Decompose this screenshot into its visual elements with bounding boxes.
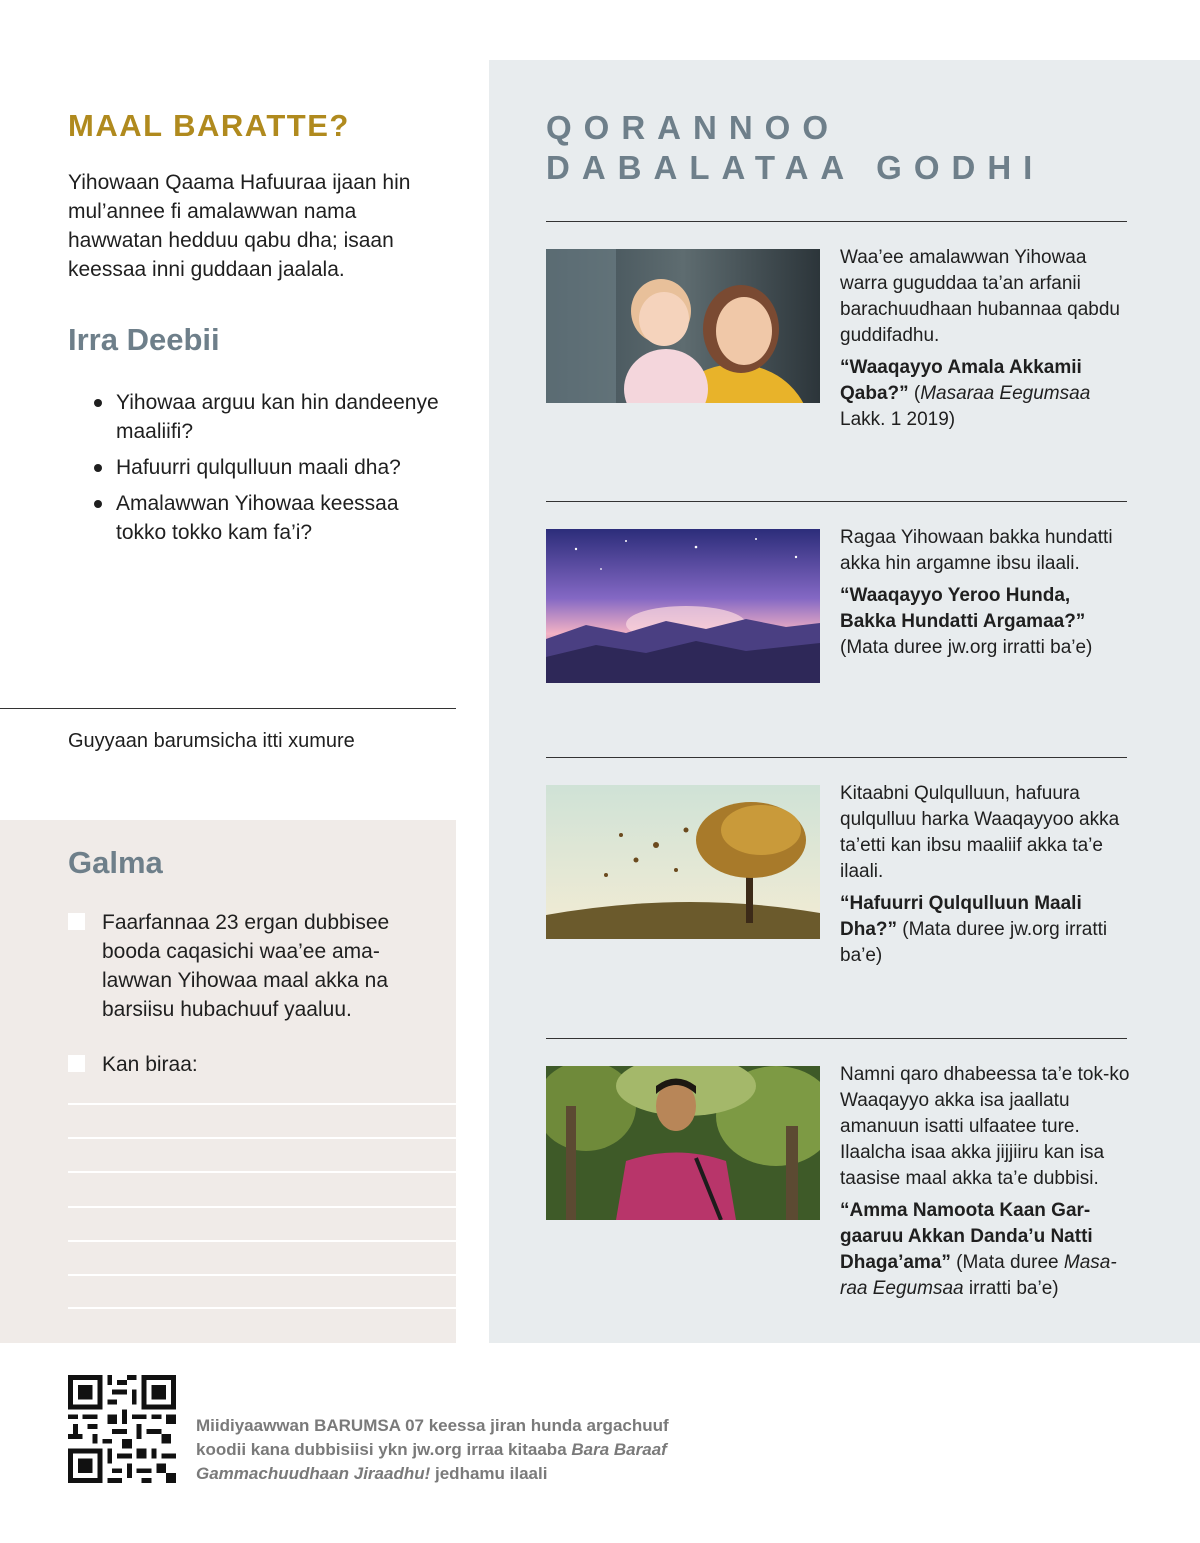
article-link[interactable]: “Amma Namoota Kaan Gar-gaaruu Akkan Danda’u Natti Dhaga’ama”	[840, 1200, 1093, 1273]
write-line[interactable]	[68, 1206, 456, 1208]
checkbox-icon[interactable]	[68, 1055, 85, 1072]
study-card: Waa’ee amalawwan Yihowaa warra guguddaa ta’an arfanii barachuudhaan hubannaa qabdu guddifadhu. “Waaqayyo Amala Akkamii Qaba?” (Masaraa Eegumsaa Lakk. 1 2019)	[840, 247, 1120, 430]
write-line[interactable]	[68, 1137, 456, 1139]
man-portrait-photo[interactable]	[546, 1066, 820, 1220]
goal-item-text: Faarfannaa 23 ergan dubbisee booda caqasichi waa’ee ama-lawwan Yihowaa maal akka na barsiisu hubachuuf yaaluu.	[102, 911, 390, 1021]
article-link[interactable]: “Waaqayyo Amala Akkamii Qaba?”	[840, 357, 1082, 404]
goal-panel-background	[0, 820, 456, 1343]
goal-title: Galma	[68, 845, 163, 880]
wind-tree-illustration[interactable]	[546, 785, 820, 939]
goal-item-text: Kan biraa:	[102, 1053, 198, 1076]
divider	[546, 501, 1127, 502]
article-link[interactable]: “Waaqayyo Yeroo Hunda, Bakka Hundatti Argamaa?”	[840, 585, 1086, 632]
goal-item-other[interactable]	[68, 1050, 428, 1079]
list-item: Hafuurri qulqulluun maali dha?	[92, 453, 442, 482]
question-intro: Yihowaan Qaama Hafuuraa ijaan hin mul’annee fi amalawwan nama hawwatan hedduu qabu dha; isaan keessaa inni guddaan jaalala.	[68, 171, 411, 281]
completion-date-label: Guyyaan barumsicha itti xumure	[68, 730, 355, 752]
divider	[0, 708, 456, 709]
review-title: Irra Deebii	[68, 322, 220, 357]
goal-item[interactable]	[68, 908, 428, 1024]
study-title: QORANNOO DABALATAA GODHI	[546, 109, 1045, 186]
mother-child-photo[interactable]	[546, 249, 820, 403]
study-card: Kitaabni Qulqulluun, hafuura qulqulluu harka Waaqayyoo akka ta’etti kan ibsu maaliif akka ta’e ilaali. “Hafuurri Qulqulluun Maali Dha?” (Mata duree jw.org irratti ba’e)	[840, 783, 1120, 966]
question-title: MAAL BARATTE?	[68, 108, 350, 143]
list-item: Yihowaa arguu kan hin dandeenye maaliifi?	[92, 388, 442, 446]
qr-code-icon[interactable]	[67, 1375, 177, 1483]
footer-note: Miidiyaawwan BARUMSA 07 keessa jiran hunda argachuuf koodii kana dubbisiisi ykn jw.org irraa kitaaba Bara Baraaf Gammachuudhaan Jiraadhu! jedhamu ilaali	[196, 1416, 669, 1483]
bullet-icon	[94, 500, 102, 508]
write-line[interactable]	[68, 1274, 456, 1276]
bullet-icon	[94, 399, 102, 407]
night-sky-sunrise-photo[interactable]	[546, 529, 820, 683]
article-link[interactable]: “Hafuurri Qulqulluun Maali Dha?”	[840, 893, 1082, 940]
study-card: Ragaa Yihowaan bakka hundatti akka hin argamne ibsu ilaali. “Waaqayyo Yeroo Hunda, Bakka Hundatti Argamaa?” (Mata duree jw.org irratti ba’e)	[840, 527, 1113, 658]
review-list	[92, 388, 442, 554]
write-line[interactable]	[68, 1103, 456, 1105]
bullet-icon	[94, 464, 102, 472]
write-line[interactable]	[68, 1307, 456, 1309]
list-item: Amalawwan Yihowaa keessaa tokko tokko kam fa’i?	[92, 489, 442, 547]
write-line[interactable]	[68, 1171, 456, 1173]
write-line[interactable]	[68, 1240, 456, 1242]
divider	[546, 221, 1127, 222]
study-card: Namni qaro dhabeessa ta’e tok-ko Waaqayyo akka isa jaallatu amanuun isatti ulfaatee ture. Ilaalcha isaa akka jijjiiru kan isa taasise maal akka ta’e dubbisi. “Amma Namoota Kaan Gar-gaaruu Akkan Danda’u Natti Dhaga’ama” (Mata duree Masa-raa Eegumsaa irratti ba’e)	[840, 1064, 1130, 1299]
checkbox-icon[interactable]	[68, 913, 85, 930]
divider	[546, 757, 1127, 758]
divider	[546, 1038, 1127, 1039]
